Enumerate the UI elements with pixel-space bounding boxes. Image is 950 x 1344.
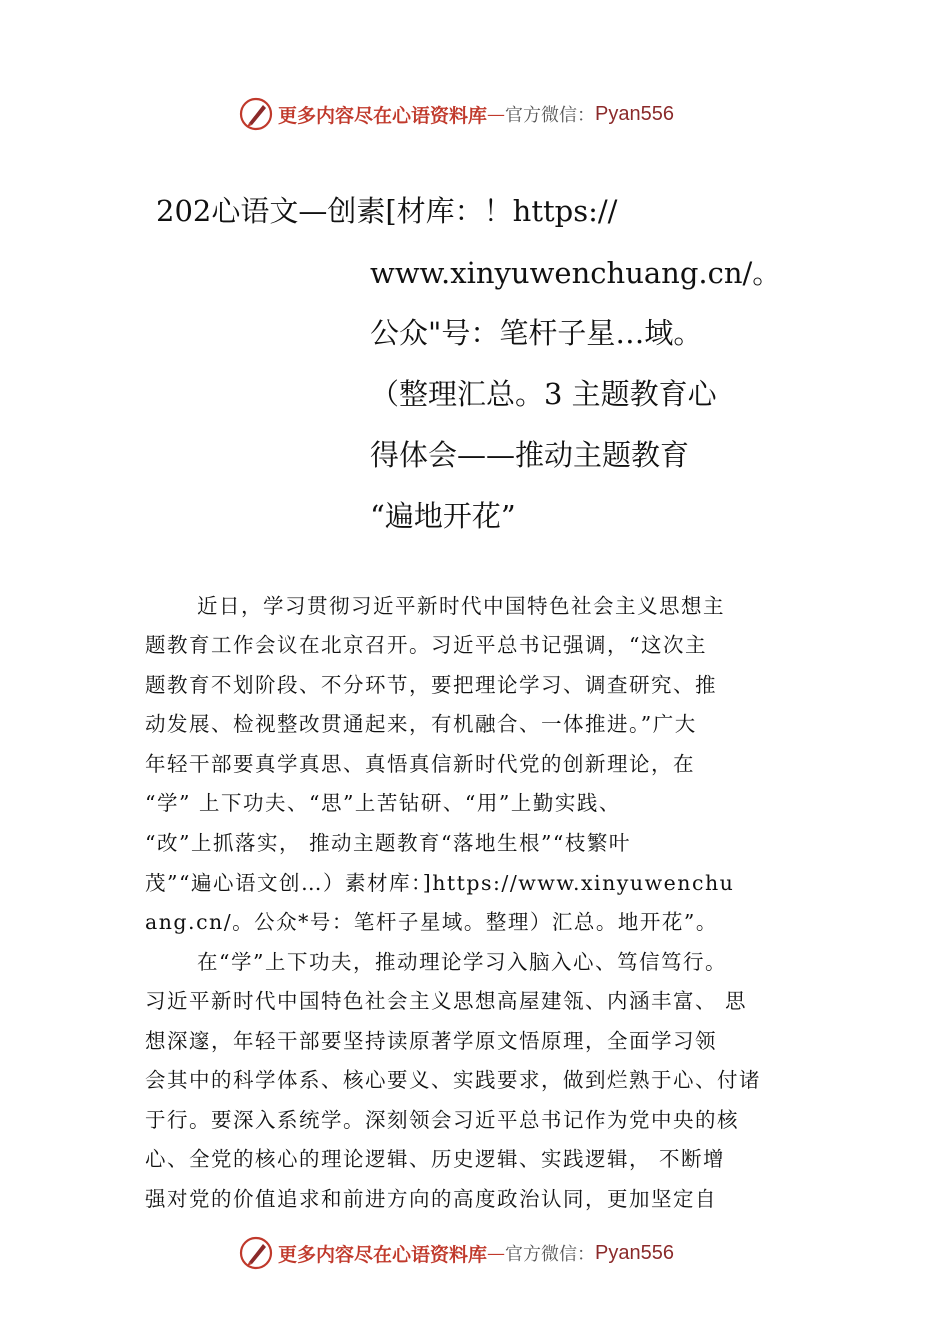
pen-logo-icon <box>238 96 274 132</box>
body-text-line: 茂”“遍心语文创…）素材库：]https://www.xinyuwenchu <box>145 871 735 895</box>
title-line: （整理汇总。3 主题教育心 <box>370 377 717 411</box>
banner-title: 更多内容尽在心语资料库 <box>278 104 488 127</box>
title-line: 202心语文—创素[材库：！https:// <box>156 194 618 228</box>
banner-separator: — <box>487 103 506 125</box>
title-line: “遍地开花” <box>370 499 516 533</box>
banner-wechat-id: Pyan556 <box>595 102 674 125</box>
body-text-line: 习近平新时代中国特色社会主义思想高屋建瓴、内涵丰富、 思 <box>145 989 748 1013</box>
banner-wechat-label: 官方微信： <box>505 1244 596 1265</box>
title-line: www.xinyuwenchuang.cn/。 <box>370 256 782 290</box>
body-text-line: 年轻干部要真学真思、真悟真信新时代党的创新理论，在 <box>145 752 695 776</box>
body-text-line: 近日，学习贯彻习近平新时代中国特色社会主义思想主 <box>197 594 725 618</box>
body-text-line: “改”上抓落实， 推动主题教育“落地生根”“枝繁叶 <box>145 831 631 855</box>
body-text-line: 在“学”上下功夫，推动理论学习入脑入心、笃信笃行。 <box>197 950 727 974</box>
body-text-line: 动发展、检视整改贯通起来，有机融合、一体推进。”广大 <box>145 712 697 736</box>
title-line: 得体会——推动主题教育 <box>370 438 690 472</box>
footer-banner <box>238 1233 674 1273</box>
body-text-line: 心、全党的核心的理论逻辑、历史逻辑、实践逻辑， 不断增 <box>145 1147 726 1171</box>
body-text-line: 会其中的科学体系、核心要义、实践要求，做到烂熟于心、付诸 <box>145 1068 761 1092</box>
body-text-line: 强对党的价值追求和前进方向的高度政治认同，更加坚定自 <box>145 1187 717 1211</box>
body-text-line: ang.cn/。公众*号：笔杆子星域。整理）汇总。地开花”。 <box>145 910 718 934</box>
body-text-line: 想深邃，年轻干部要坚持读原著学原文悟原理，全面学习领 <box>145 1029 717 1053</box>
banner-separator: — <box>487 1242 506 1264</box>
body-text-line: 题教育不划阶段、不分环节，要把理论学习、调查研究、推 <box>145 673 717 697</box>
banner-title: 更多内容尽在心语资料库 <box>278 1243 488 1266</box>
body-text-line: 于行。要深入系统学。深刻领会习近平总书记作为党中央的核 <box>145 1108 739 1132</box>
banner-wechat-label: 官方微信： <box>505 105 596 126</box>
pen-logo-icon <box>238 1235 274 1271</box>
body-text-line: “学” 上下功夫、“思”上苦钻研、“用”上勤实践、 <box>145 791 621 815</box>
banner-wechat-id: Pyan556 <box>595 1241 674 1264</box>
body-text-line: 题教育工作会议在北京召开。习近平总书记强调，“这次主 <box>145 633 707 657</box>
title-line: 公众"号：笔杆子星…域。 <box>370 316 703 350</box>
header-banner <box>238 94 674 134</box>
